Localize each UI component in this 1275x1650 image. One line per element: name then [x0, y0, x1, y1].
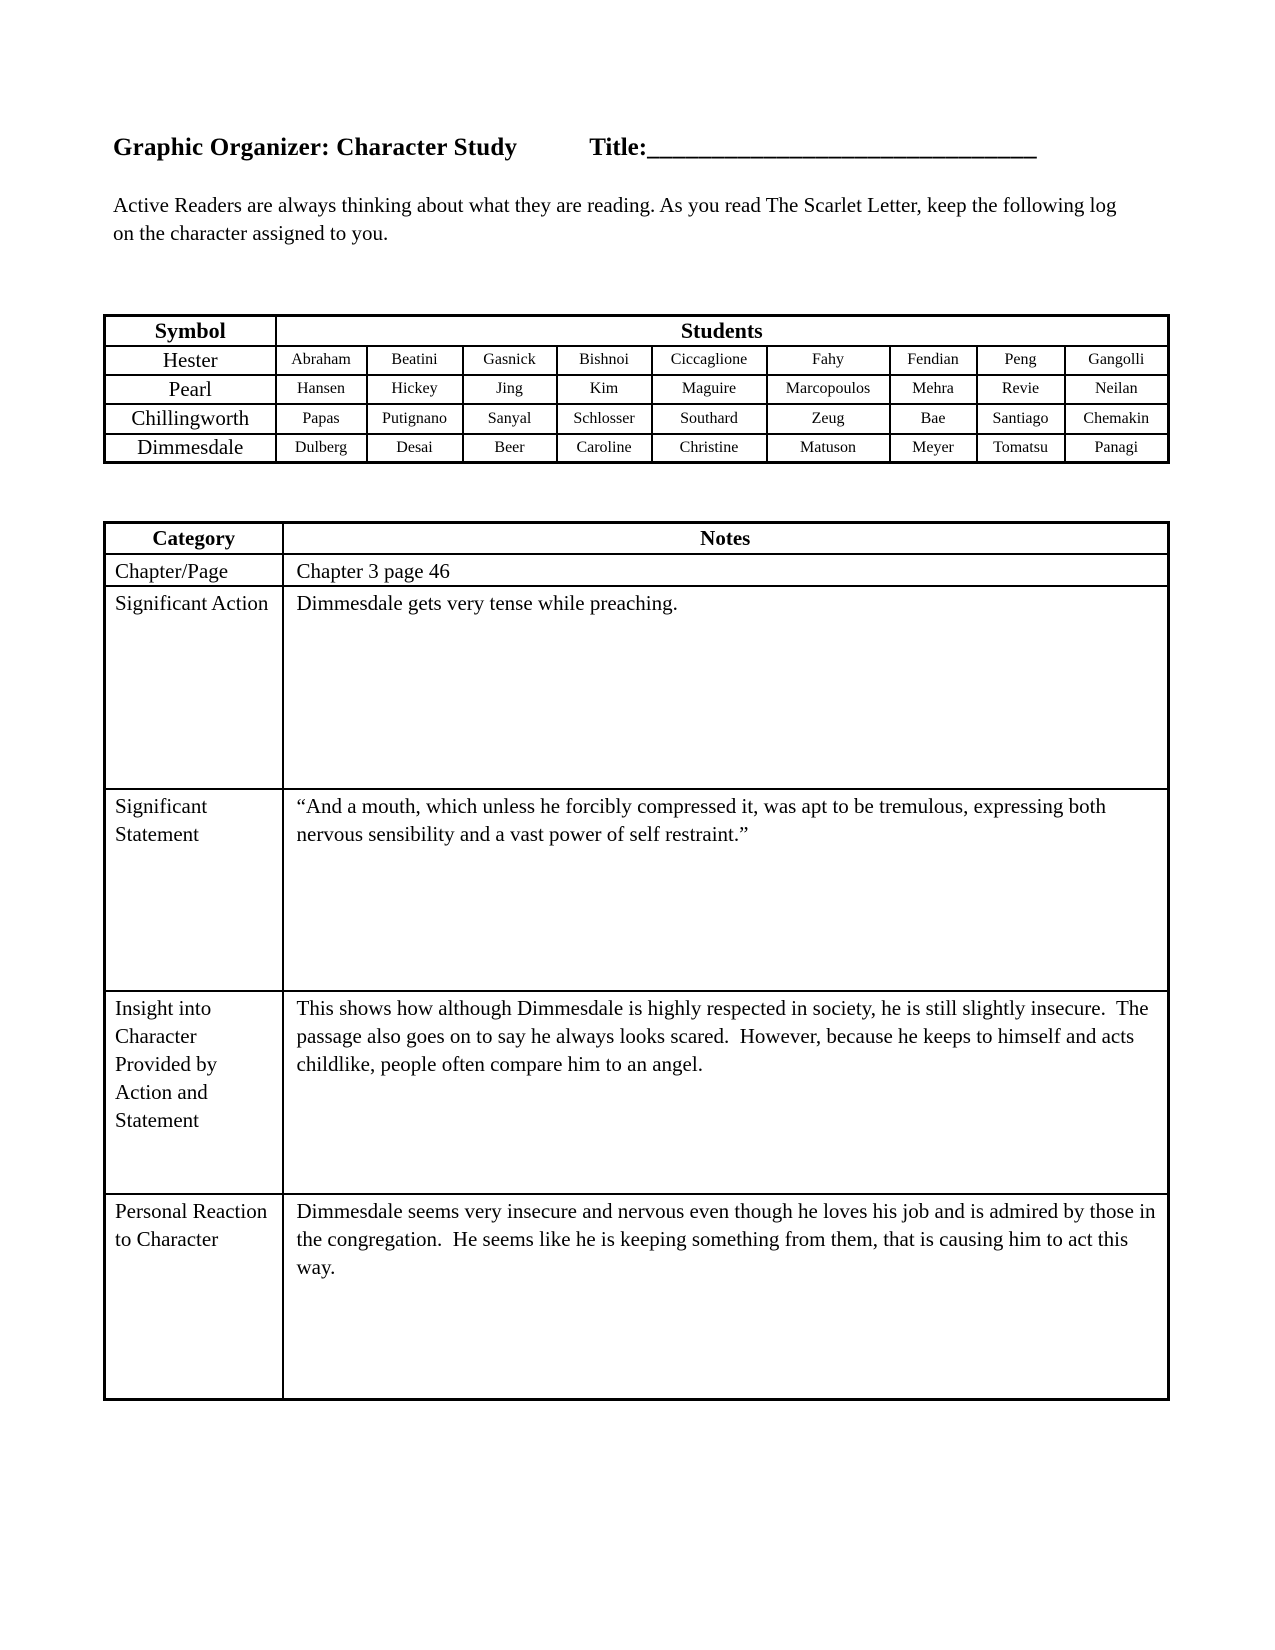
student-cell: Christine: [652, 434, 767, 463]
students-row-dimmesdale: [105, 434, 1169, 463]
students-row-chillingworth: [105, 404, 1169, 434]
notes-row-significant-action: [105, 586, 1169, 789]
student-cell: Hansen: [276, 375, 367, 404]
notes-row-personal-reaction: [105, 1194, 1169, 1400]
student-cell: Kim: [557, 375, 652, 404]
header-row: [113, 134, 1173, 162]
student-cell: Jing: [463, 375, 557, 404]
symbol-cell: Dimmesdale: [105, 434, 276, 463]
student-cell: Santiago: [977, 404, 1065, 434]
symbol-cell: Pearl: [105, 375, 276, 404]
student-cell: Zeug: [767, 404, 890, 434]
student-cell: Abraham: [276, 346, 367, 375]
student-cell: Putignano: [367, 404, 463, 434]
student-cell: Tomatsu: [977, 434, 1065, 463]
category-cell: Insight into Character Provided by Action and Statement: [105, 991, 283, 1194]
notes-row-significant-statement: [105, 789, 1169, 991]
student-cell: Meyer: [890, 434, 977, 463]
category-cell: Chapter/Page: [105, 554, 283, 586]
student-cell: Ciccaglione: [652, 346, 767, 375]
student-cell: Sanyal: [463, 404, 557, 434]
symbol-cell: Chillingworth: [105, 404, 276, 434]
notes-header: Notes: [283, 523, 1169, 554]
student-cell: Gasnick: [463, 346, 557, 375]
students-row-pearl: [105, 375, 1169, 404]
student-cell: Southard: [652, 404, 767, 434]
student-cell: Hickey: [367, 375, 463, 404]
symbol-header: Symbol: [105, 316, 276, 346]
student-cell: Beatini: [367, 346, 463, 375]
category-cell: Personal Reaction to Character: [105, 1194, 283, 1400]
intro-paragraph: Active Readers are always thinking about what they are reading. As you read The Scarlet Letter, keep the following log on the character assigned to you.: [113, 193, 1117, 245]
student-cell: Maguire: [652, 375, 767, 404]
notes-table: [103, 521, 1170, 1401]
notes-cell: Dimmesdale gets very tense while preaching.: [283, 586, 1169, 789]
student-cell: Gangolli: [1065, 346, 1169, 375]
student-cell: Papas: [276, 404, 367, 434]
category-header: Category: [105, 523, 283, 554]
notes-row-chapter-page: [105, 554, 1169, 586]
notes-cell: Dimmesdale seems very insecure and nervous even though he loves his job and is admired by those in the congregation. He seems like he is keeping something from them, that is causing him to act this way.: [283, 1194, 1169, 1400]
students-header-row: [105, 316, 1169, 346]
student-cell: Panagi: [1065, 434, 1169, 463]
students-row-hester: [105, 346, 1169, 375]
student-cell: Chemakin: [1065, 404, 1169, 434]
title-field-label: Title:: [589, 134, 648, 161]
page-title: Graphic Organizer: Character Study: [113, 134, 518, 161]
category-cell: Significant Action: [105, 586, 283, 789]
student-cell: Matuson: [767, 434, 890, 463]
notes-cell: This shows how although Dimmesdale is highly respected in society, he is still slightly insecure. The passage also goes on to say he always looks scared. However, because he keeps to himself and acts childlike, people often compare him to an angel.: [283, 991, 1169, 1194]
notes-cell: “And a mouth, which unless he forcibly compressed it, was apt to be tremulous, expressing both nervous sensibility and a vast power of self restraint.”: [283, 789, 1169, 991]
student-cell: Peng: [977, 346, 1065, 375]
student-cell: Bishnoi: [557, 346, 652, 375]
symbol-cell: Hester: [105, 346, 276, 375]
students-header: Students: [276, 316, 1169, 346]
student-cell: Fendian: [890, 346, 977, 375]
student-cell: Beer: [463, 434, 557, 463]
students-table: [103, 314, 1170, 464]
student-cell: Desai: [367, 434, 463, 463]
student-cell: Neilan: [1065, 375, 1169, 404]
title-blank-line: ______________________________: [647, 134, 1038, 161]
student-cell: Schlosser: [557, 404, 652, 434]
student-cell: Caroline: [557, 434, 652, 463]
notes-header-row: [105, 523, 1169, 554]
notes-row-insight: [105, 991, 1169, 1194]
notes-cell: Chapter 3 page 46: [283, 554, 1169, 586]
category-cell: Significant Statement: [105, 789, 283, 991]
student-cell: Revie: [977, 375, 1065, 404]
student-cell: Bae: [890, 404, 977, 434]
student-cell: Marcopoulos: [767, 375, 890, 404]
student-cell: Dulberg: [276, 434, 367, 463]
student-cell: Fahy: [767, 346, 890, 375]
student-cell: Mehra: [890, 375, 977, 404]
